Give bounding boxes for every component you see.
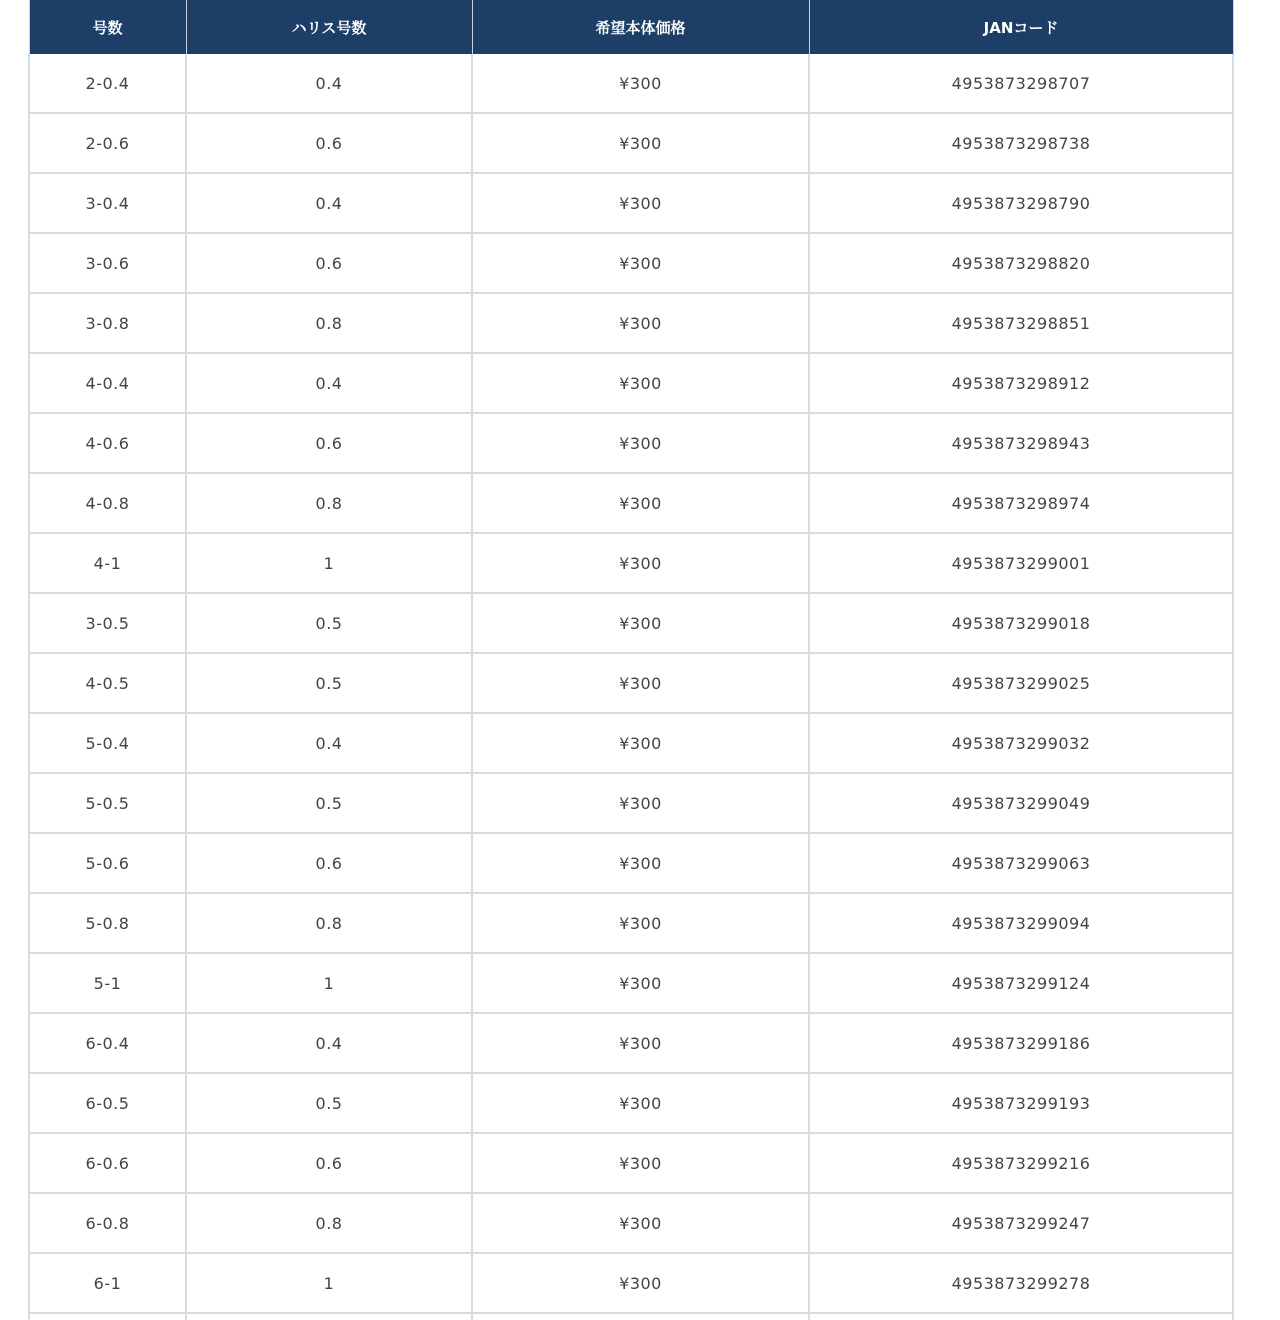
cell-jan-code: 4953873298943 bbox=[809, 413, 1233, 473]
table-row bbox=[29, 533, 1233, 593]
cell-leader-size: 0.5 bbox=[186, 773, 472, 833]
cell-leader-size: 0.6 bbox=[186, 833, 472, 893]
cell-size: 3-0.8 bbox=[29, 293, 186, 353]
cell-size: 5-0.6 bbox=[29, 833, 186, 893]
cell-leader-size: 0.5 bbox=[186, 593, 472, 653]
cell-leader-size: 0.4 bbox=[186, 353, 472, 413]
cell-leader-size: 1 bbox=[186, 533, 472, 593]
cell-jan-code: 4953873298738 bbox=[809, 113, 1233, 173]
cell-price: ¥300 bbox=[472, 773, 809, 833]
table-row bbox=[29, 1073, 1233, 1133]
cell-price: ¥300 bbox=[472, 473, 809, 533]
cell-price: ¥300 bbox=[472, 54, 809, 113]
cell-leader-size: 0.4 bbox=[186, 54, 472, 113]
cell-jan-code: 4953873299049 bbox=[809, 773, 1233, 833]
cell-empty bbox=[472, 1313, 809, 1320]
cell-jan-code: 4953873299018 bbox=[809, 593, 1233, 653]
cell-leader-size: 0.4 bbox=[186, 1013, 472, 1073]
table-row bbox=[29, 233, 1233, 293]
cell-price: ¥300 bbox=[472, 893, 809, 953]
cell-jan-code: 4953873298790 bbox=[809, 173, 1233, 233]
cell-jan-code: 4953873299278 bbox=[809, 1253, 1233, 1313]
cell-price: ¥300 bbox=[472, 653, 809, 713]
cell-price: ¥300 bbox=[472, 953, 809, 1013]
header-leader-size: ハリス号数 bbox=[186, 0, 472, 54]
cell-leader-size: 0.6 bbox=[186, 413, 472, 473]
cell-jan-code: 4953873298912 bbox=[809, 353, 1233, 413]
cell-price: ¥300 bbox=[472, 293, 809, 353]
table-row bbox=[29, 473, 1233, 533]
table-row bbox=[29, 54, 1233, 113]
cell-size: 4-1 bbox=[29, 533, 186, 593]
product-spec-table-container bbox=[28, 0, 1232, 1320]
cell-price: ¥300 bbox=[472, 413, 809, 473]
cell-empty bbox=[29, 1313, 186, 1320]
cell-leader-size: 0.8 bbox=[186, 1193, 472, 1253]
cell-jan-code: 4953873299032 bbox=[809, 713, 1233, 773]
cell-jan-code: 4953873299247 bbox=[809, 1193, 1233, 1253]
table-row bbox=[29, 833, 1233, 893]
cell-empty bbox=[186, 1313, 472, 1320]
cell-price: ¥300 bbox=[472, 113, 809, 173]
cell-price: ¥300 bbox=[472, 1253, 809, 1313]
header-price: 希望本体価格 bbox=[472, 0, 809, 54]
product-spec-table bbox=[28, 0, 1234, 1320]
cell-leader-size: 0.4 bbox=[186, 713, 472, 773]
cell-size: 6-0.6 bbox=[29, 1133, 186, 1193]
cell-leader-size: 0.4 bbox=[186, 173, 472, 233]
cell-leader-size: 0.8 bbox=[186, 473, 472, 533]
table-row bbox=[29, 953, 1233, 1013]
cell-price: ¥300 bbox=[472, 533, 809, 593]
cell-size: 2-0.4 bbox=[29, 54, 186, 113]
cell-size: 6-1 bbox=[29, 1253, 186, 1313]
table-row bbox=[29, 173, 1233, 233]
cell-size: 3-0.5 bbox=[29, 593, 186, 653]
cell-size: 5-1 bbox=[29, 953, 186, 1013]
cell-jan-code: 4953873299193 bbox=[809, 1073, 1233, 1133]
cell-leader-size: 0.5 bbox=[186, 1073, 472, 1133]
cell-price: ¥300 bbox=[472, 1013, 809, 1073]
cell-size: 5-0.5 bbox=[29, 773, 186, 833]
cell-jan-code: 4953873298974 bbox=[809, 473, 1233, 533]
cell-size: 4-0.6 bbox=[29, 413, 186, 473]
cell-leader-size: 0.8 bbox=[186, 893, 472, 953]
table-row bbox=[29, 653, 1233, 713]
cell-price: ¥300 bbox=[472, 1073, 809, 1133]
cell-jan-code: 4953873299124 bbox=[809, 953, 1233, 1013]
table-row-partial bbox=[29, 1313, 1233, 1320]
cell-jan-code: 4953873298820 bbox=[809, 233, 1233, 293]
cell-leader-size: 1 bbox=[186, 1253, 472, 1313]
table-row bbox=[29, 1193, 1233, 1253]
cell-jan-code: 4953873299063 bbox=[809, 833, 1233, 893]
cell-leader-size: 1 bbox=[186, 953, 472, 1013]
header-size: 号数 bbox=[29, 0, 186, 54]
table-row bbox=[29, 1013, 1233, 1073]
cell-jan-code: 4953873298707 bbox=[809, 54, 1233, 113]
cell-price: ¥300 bbox=[472, 173, 809, 233]
cell-jan-code: 4953873299216 bbox=[809, 1133, 1233, 1193]
cell-price: ¥300 bbox=[472, 1133, 809, 1193]
cell-size: 4-0.5 bbox=[29, 653, 186, 713]
cell-price: ¥300 bbox=[472, 233, 809, 293]
cell-size: 3-0.6 bbox=[29, 233, 186, 293]
cell-size: 3-0.4 bbox=[29, 173, 186, 233]
table-header bbox=[29, 0, 1233, 54]
table-row bbox=[29, 593, 1233, 653]
cell-price: ¥300 bbox=[472, 353, 809, 413]
cell-size: 6-0.5 bbox=[29, 1073, 186, 1133]
table-row bbox=[29, 413, 1233, 473]
cell-size: 6-0.8 bbox=[29, 1193, 186, 1253]
cell-jan-code: 4953873299001 bbox=[809, 533, 1233, 593]
table-row bbox=[29, 353, 1233, 413]
cell-price: ¥300 bbox=[472, 713, 809, 773]
cell-price: ¥300 bbox=[472, 833, 809, 893]
cell-jan-code: 4953873299094 bbox=[809, 893, 1233, 953]
table-row bbox=[29, 773, 1233, 833]
cell-leader-size: 0.6 bbox=[186, 113, 472, 173]
cell-leader-size: 0.6 bbox=[186, 1133, 472, 1193]
cell-size: 5-0.4 bbox=[29, 713, 186, 773]
cell-price: ¥300 bbox=[472, 1193, 809, 1253]
cell-size: 4-0.4 bbox=[29, 353, 186, 413]
cell-jan-code: 4953873299186 bbox=[809, 1013, 1233, 1073]
table-row bbox=[29, 713, 1233, 773]
table-row bbox=[29, 1133, 1233, 1193]
header-row bbox=[29, 0, 1233, 54]
table-row bbox=[29, 893, 1233, 953]
cell-price: ¥300 bbox=[472, 593, 809, 653]
header-jan-code: JANコード bbox=[809, 0, 1233, 54]
cell-size: 2-0.6 bbox=[29, 113, 186, 173]
cell-size: 6-0.4 bbox=[29, 1013, 186, 1073]
cell-leader-size: 0.6 bbox=[186, 233, 472, 293]
cell-leader-size: 0.8 bbox=[186, 293, 472, 353]
cell-size: 4-0.8 bbox=[29, 473, 186, 533]
cell-jan-code: 4953873299025 bbox=[809, 653, 1233, 713]
table-row bbox=[29, 1253, 1233, 1313]
cell-leader-size: 0.5 bbox=[186, 653, 472, 713]
table-body bbox=[29, 54, 1233, 1320]
cell-size: 5-0.8 bbox=[29, 893, 186, 953]
cell-empty bbox=[809, 1313, 1233, 1320]
table-row bbox=[29, 113, 1233, 173]
table-row bbox=[29, 293, 1233, 353]
cell-jan-code: 4953873298851 bbox=[809, 293, 1233, 353]
